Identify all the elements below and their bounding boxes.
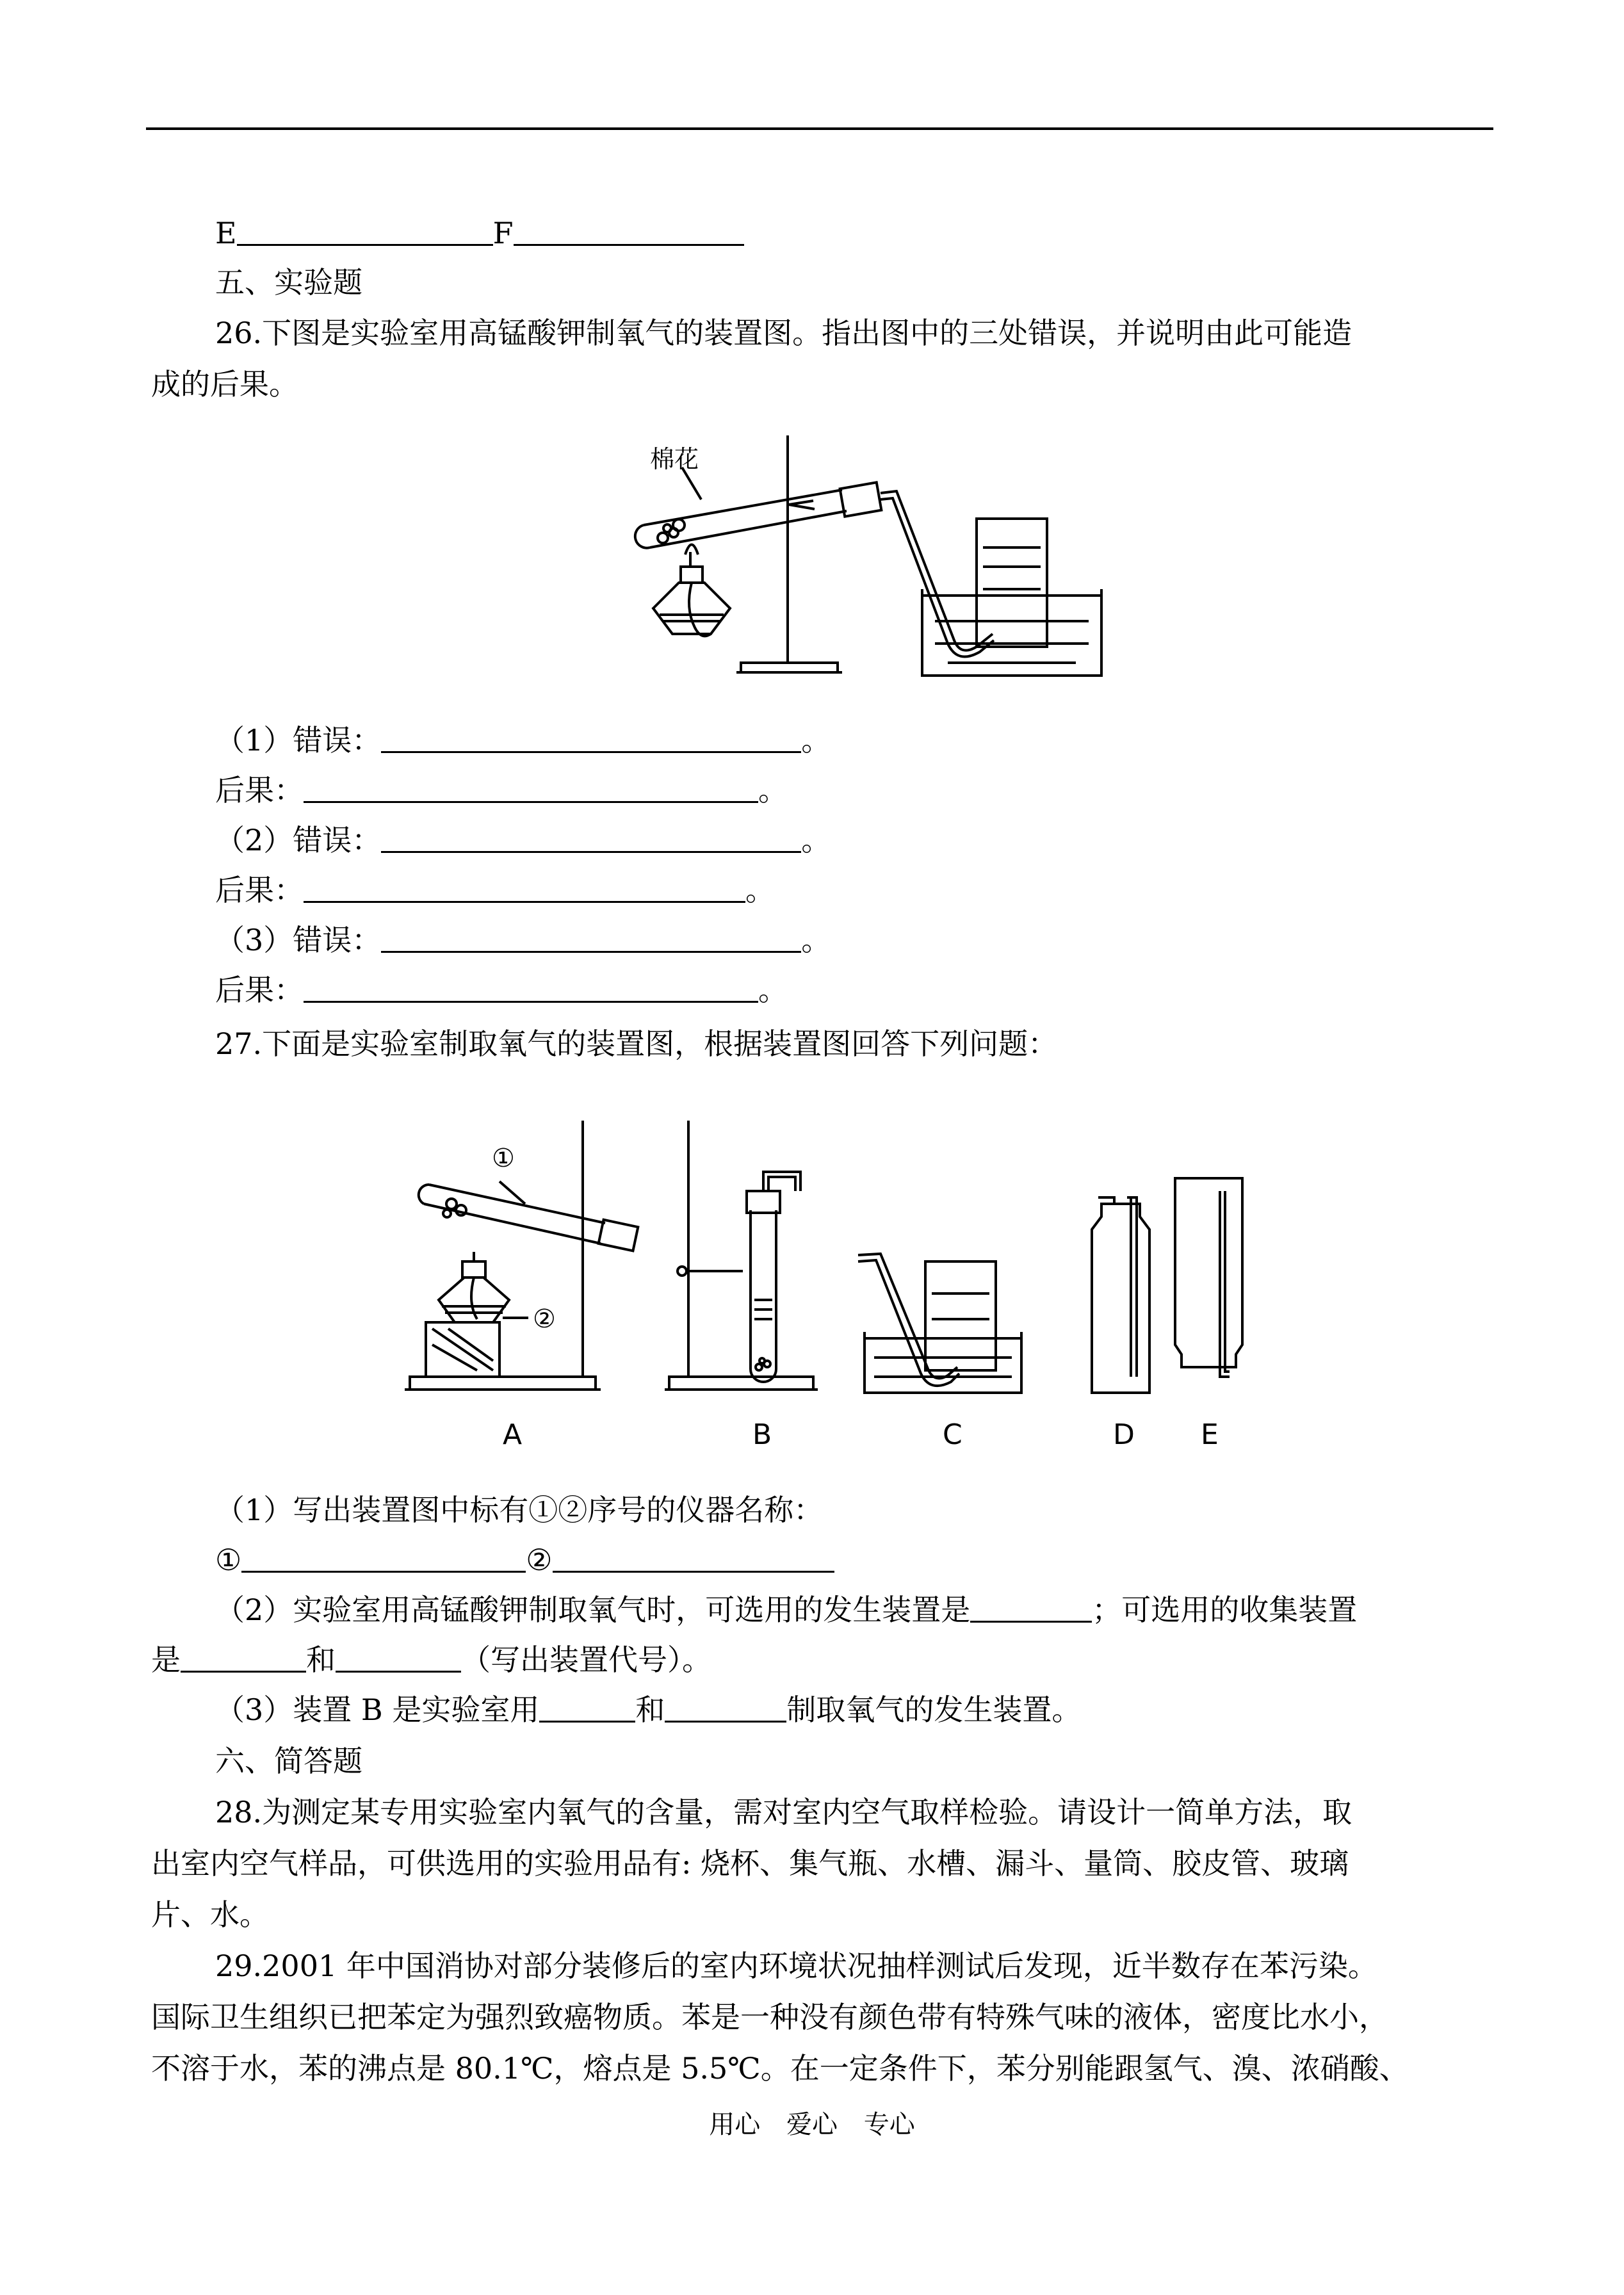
- reagent-blank-1[interactable]: [539, 1694, 635, 1723]
- q29-text-line-3: 不溶于水，苯的沸点是 80.1℃，熔点是 5.5℃。在一定条件下，苯分别能跟氢气、溴、浓硝酸、: [151, 2051, 1409, 2086]
- f-label: F: [492, 216, 514, 250]
- q27-sub1: （1）写出装置图中标有①②序号的仪器名称：: [215, 1493, 824, 1527]
- apparatus-e: [1175, 1178, 1242, 1377]
- cotton-label: 棉花: [650, 445, 699, 473]
- e-label: E: [215, 216, 237, 250]
- marker-2: ②: [533, 1304, 556, 1334]
- label-a: A: [503, 1418, 523, 1451]
- q27-intro: 27.下面是实验室制取氧气的装置图，根据装置图回答下列问题：: [215, 1026, 1058, 1061]
- q26-error-2: （2）错误： 。: [215, 823, 831, 857]
- q26-result-3-blank[interactable]: [304, 974, 758, 1003]
- q26-text-line-1: 26.下图是实验室用高锰酸钾制氧气的装置图。指出图中的三处错误，并说明由此可能造: [215, 316, 1352, 350]
- apparatus-d: [1092, 1197, 1149, 1393]
- reagent-blank-2[interactable]: [665, 1694, 786, 1723]
- apparatus-a: [405, 1121, 638, 1390]
- q28-text-line-2: 出室内空气样品，可供选用的实验用品有: 烧杯、集气瓶、水槽、漏斗、量筒、胶皮管、玻璃: [151, 1846, 1349, 1881]
- marker-1: ①: [492, 1144, 515, 1173]
- q26-result-3: 后果： 。: [215, 973, 788, 1007]
- q28-text-line-1: 28.为测定某专用实验室内氧气的含量，需对室内空气取样检验。请设计一简单方法，取: [215, 1795, 1352, 1829]
- apparatus-c: [858, 1254, 1021, 1393]
- generator-blank[interactable]: [970, 1594, 1092, 1623]
- q27-sub1-blanks: ① ②: [215, 1541, 834, 1579]
- ef-blanks-line: [215, 214, 744, 252]
- label-e: E: [1201, 1418, 1219, 1451]
- q26-result-2-blank[interactable]: [304, 874, 745, 903]
- q26-result-2: 后果： 。: [215, 873, 775, 907]
- q26-error-1: （1）错误： 。: [215, 723, 831, 758]
- header-rule: [146, 127, 1493, 130]
- instrument-1-blank[interactable]: [241, 1544, 526, 1573]
- apparatus-b: [665, 1121, 818, 1390]
- section-5-heading: 五、实验题: [215, 265, 362, 300]
- f-blank[interactable]: [514, 217, 744, 246]
- q27-sub2-line-1: （2）实验室用高锰酸钾制取氧气时，可选用的发生装置是 ；可选用的收集装置: [215, 1593, 1358, 1627]
- q26-error-3-blank[interactable]: [381, 924, 801, 953]
- label-c: C: [943, 1418, 962, 1451]
- label-b: B: [752, 1418, 772, 1451]
- q26-error-2-blank[interactable]: [381, 824, 801, 853]
- label-d: D: [1113, 1418, 1135, 1451]
- q28-text-line-3: 片、水。: [151, 1897, 269, 1932]
- figure-oxygen-apparatus-set: [397, 1108, 1294, 1454]
- q26-result-1: 后果： 。: [215, 773, 788, 807]
- section-6-heading: 六、简答题: [215, 1744, 362, 1778]
- q29-text-line-2: 国际卫生组织已把苯定为强烈致癌物质。苯是一种没有颜色带有特殊气味的液体，密度比水小，: [151, 2000, 1388, 2034]
- collector-blank-2[interactable]: [336, 1644, 461, 1673]
- q26-result-1-blank[interactable]: [304, 774, 758, 803]
- e-blank[interactable]: [237, 217, 493, 246]
- q27-sub3: （3）装置 B 是实验室用 和 制取氧气的发生装置。: [215, 1692, 1082, 1727]
- q26-error-1-blank[interactable]: [381, 724, 801, 753]
- collector-blank-1[interactable]: [181, 1644, 306, 1673]
- q26-text-line-2: 成的后果。: [151, 367, 298, 401]
- page-footer: 用心 爱心 专心: [709, 2110, 915, 2139]
- q26-error-3: （3）错误： 。: [215, 923, 831, 957]
- q29-text-line-1: 29.2001 年中国消协对部分装修后的室内环境状况抽样测试后发现，近半数存在苯污染。: [215, 1949, 1377, 1983]
- q27-sub2-line-2: 是 和 （写出装置代号）。: [151, 1642, 711, 1677]
- figure-kmno4-apparatus: [589, 429, 1114, 685]
- instrument-2-blank[interactable]: [553, 1544, 834, 1573]
